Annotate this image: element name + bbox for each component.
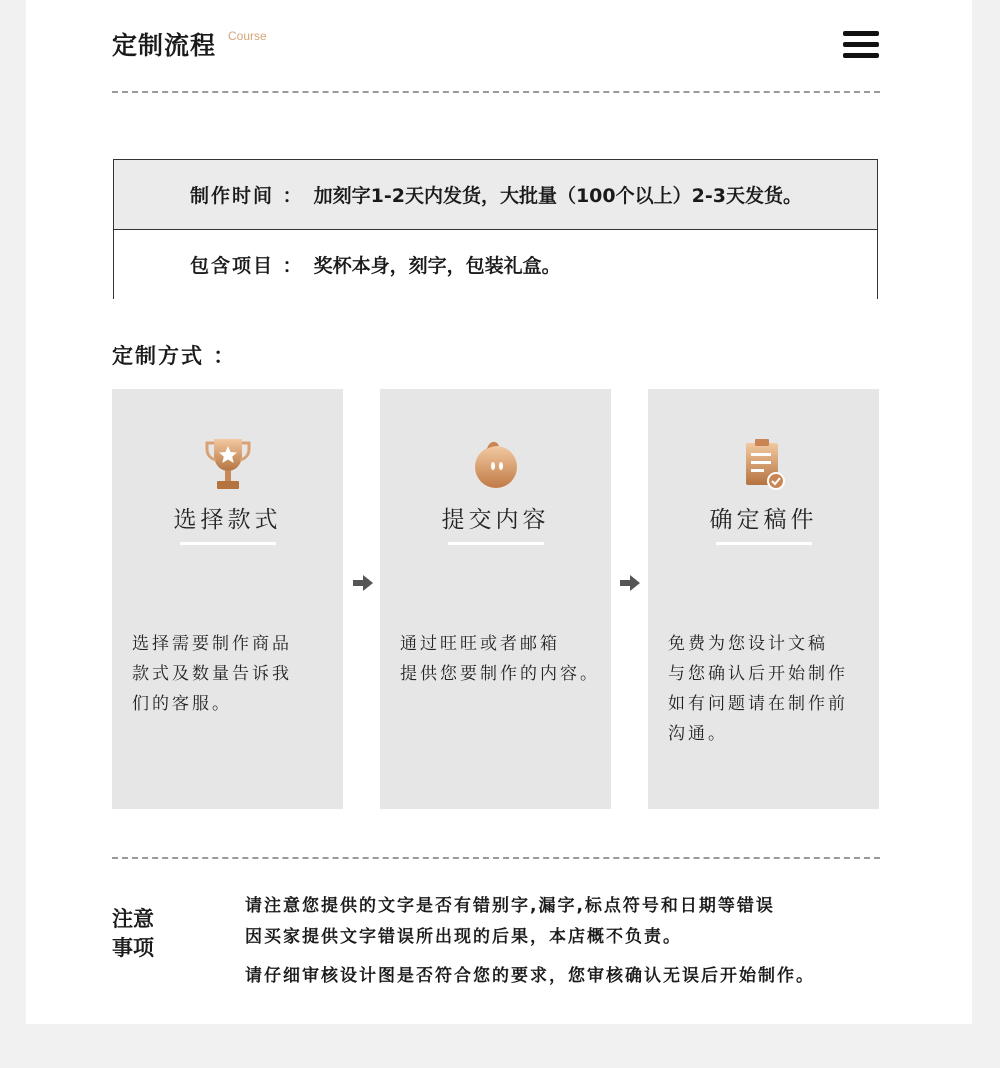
note-line: 请注意您提供的文字是否有错别字,漏字,标点符号和日期等错误 [245,896,775,916]
page-subtitle: Course [228,29,267,43]
info-label: 包含项目 ： [190,255,304,277]
step-description [400,629,600,689]
step-card-confirm-draft [648,389,879,809]
notes-label-line: 事项 [112,936,154,960]
step-name: 选择款式 [173,507,282,533]
step-underline [180,542,276,545]
menu-icon[interactable] [843,31,879,59]
trophy-icon [204,437,252,493]
step-card-submit-content [380,389,611,809]
step-name: 确定稿件 [709,507,818,533]
step-underline [448,542,544,545]
arrow-right-icon [352,574,374,592]
step-description-line: 选择需要制作商品 [132,634,292,654]
page-header [112,26,267,66]
info-table [113,159,878,299]
document-check-icon [740,437,788,493]
step-name: 提交内容 [441,507,550,533]
info-value: 加刻字1-2天内发货，大批量（100个以上）2-3天发货。 [313,185,802,207]
step-description-line: 与您确认后开始制作 [668,664,848,684]
page-title: 定制流程 [112,31,217,60]
divider-bottom [112,857,880,859]
step-description [132,629,332,719]
step-description-line: 提供您要制作的内容。 [400,664,600,684]
step-description-line: 通过旺旺或者邮箱 [400,634,560,654]
divider-top [112,91,880,93]
info-row-included-items [114,230,877,299]
arrow-right-icon [619,574,641,592]
step-card-choose-style [112,389,343,809]
notes-label-line: 注意 [112,907,154,931]
note-line: 请仔细审核设计图是否符合您的要求，您审核确认无误后开始制作。 [245,966,815,986]
method-title: 定制方式 ： [112,344,237,368]
step-description-line: 沟通。 [668,724,728,744]
note-line: 因买家提供文字错误所出现的后果，本店概不负责。 [245,927,682,947]
step-description-line: 免费为您设计文稿 [668,634,828,654]
step-description-line: 款式及数量告诉我 [132,664,292,684]
info-value: 奖杯本身，刻字，包装礼盒。 [313,255,561,277]
chat-bubble-icon [472,437,520,493]
notes-label [112,905,154,963]
info-label: 制作时间 ： [190,185,304,207]
step-description [668,629,868,749]
step-description-line: 们的客服。 [132,694,232,714]
step-underline [716,542,812,545]
info-row-production-time [114,160,877,230]
step-description-line: 如有问题请在制作前 [668,694,848,714]
